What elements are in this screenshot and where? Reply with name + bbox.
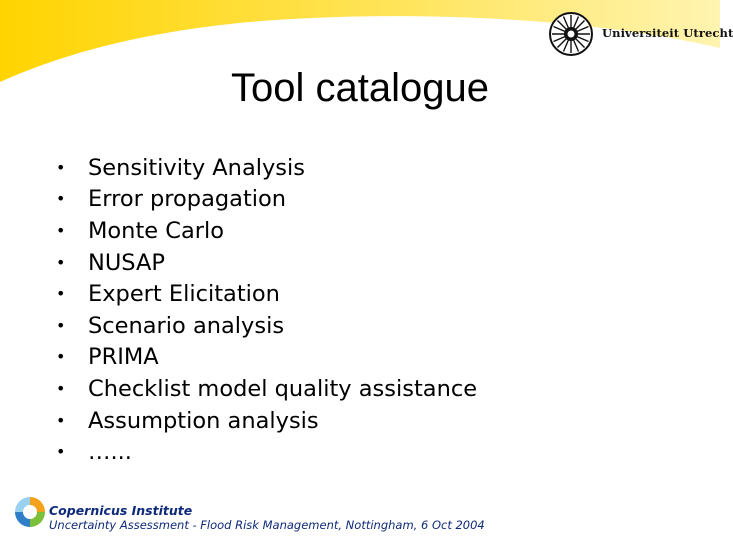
list-item-text: PRIMA <box>88 344 159 371</box>
copernicus-logo-icon <box>12 494 48 530</box>
list-item-text: Assumption analysis <box>88 407 319 434</box>
list-item-text: Expert Elicitation <box>88 281 280 308</box>
list-item <box>56 184 477 216</box>
list-item <box>56 436 477 468</box>
bullet-icon: • <box>56 284 66 304</box>
bullet-icon: • <box>56 347 66 367</box>
slide-title: Tool catalogue <box>231 66 489 110</box>
list-item-text: Monte Carlo <box>88 217 225 244</box>
bullet-list <box>56 152 477 468</box>
bullet-icon: • <box>56 157 66 177</box>
list-item <box>56 278 477 310</box>
list-item <box>56 373 477 405</box>
list-item-text: Checklist model quality assistance <box>88 375 478 402</box>
list-item <box>56 247 477 279</box>
bullet-icon: • <box>56 442 66 462</box>
bullet-icon: • <box>56 378 66 398</box>
list-item <box>56 310 477 342</box>
list-item-text: NUSAP <box>88 249 165 276</box>
university-name: Universiteit Utrecht <box>602 26 733 40</box>
list-item <box>56 342 477 374</box>
university-seal-icon <box>548 11 594 57</box>
footer-institute: Copernicus Institute <box>49 503 193 518</box>
list-item-text: Scenario analysis <box>88 312 285 339</box>
footer-subtitle: Uncertainty Assessment - Flood Risk Management, Nottingham, 6 Oct 2004 <box>49 518 485 532</box>
list-item-text: …... <box>88 439 132 466</box>
bullet-icon: • <box>56 410 66 430</box>
list-item <box>56 405 477 437</box>
list-item <box>56 215 477 247</box>
bullet-icon: • <box>56 220 66 240</box>
list-item-text: Sensitivity Analysis <box>88 154 305 181</box>
list-item <box>56 152 477 184</box>
bullet-icon: • <box>56 189 66 209</box>
list-item-text: Error propagation <box>88 186 287 213</box>
bullet-icon: • <box>56 315 66 335</box>
bullet-icon: • <box>56 252 66 272</box>
